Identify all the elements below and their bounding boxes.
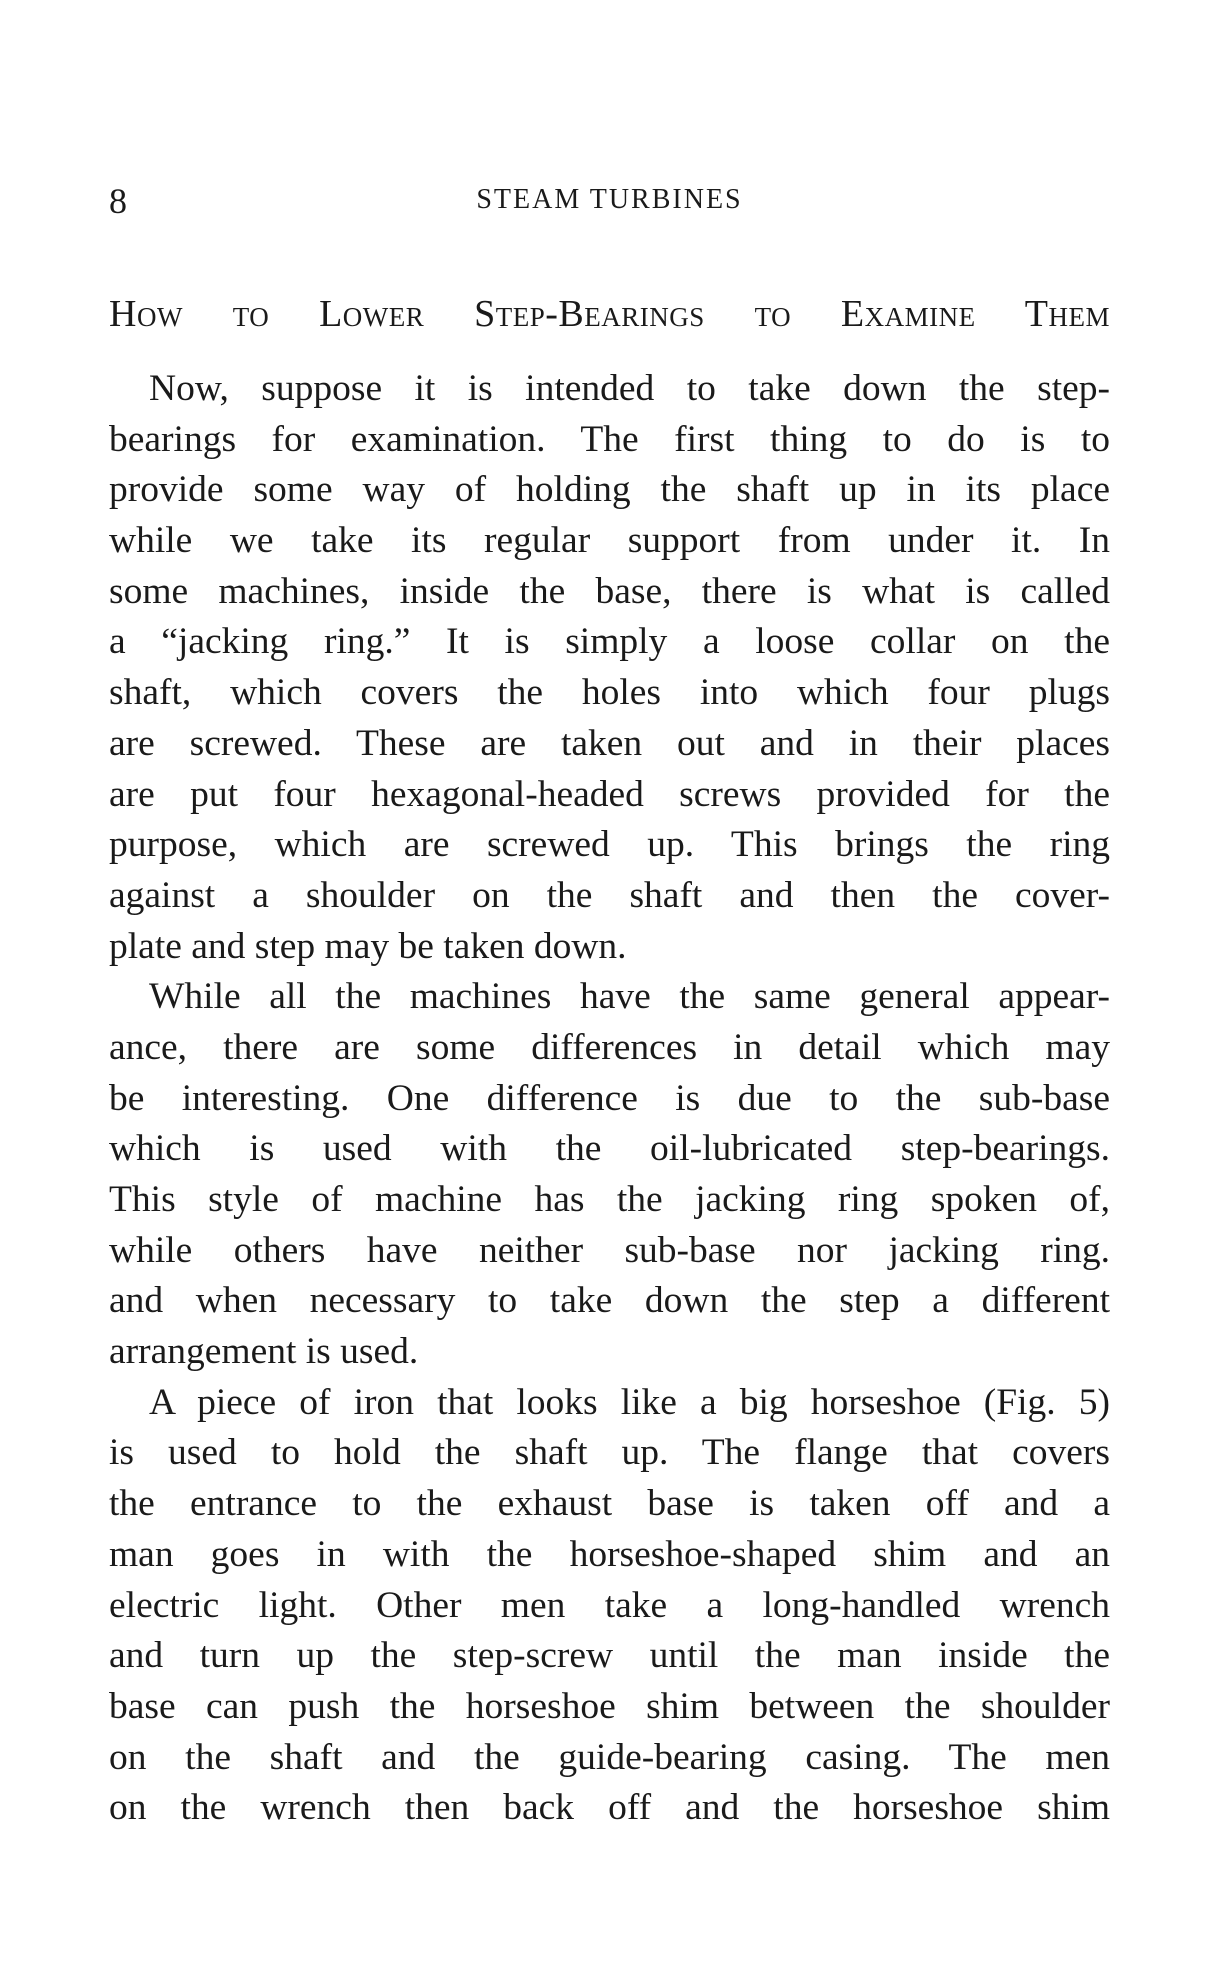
text-line: ance, there are some differences in detail which may (109, 1026, 1110, 1068)
text-line: are screwed. These are taken out and in their places (109, 722, 1110, 764)
paragraph (109, 972, 1110, 1378)
text-line: some machines, inside the base, there is what is called (109, 570, 1110, 612)
text-line: is used to hold the shaft up. The flange that covers (109, 1432, 1110, 1474)
text-line: and turn up the step-screw until the man inside the (109, 1635, 1110, 1677)
body-text (109, 364, 1110, 1834)
text-line: bearings for examination. The first thing to do is to (109, 418, 1110, 460)
text-line: be interesting. One difference is due to the sub-base (109, 1077, 1110, 1119)
text-line: man goes in with the horseshoe-shaped shim and an (109, 1533, 1110, 1575)
text-line: shaft, which covers the holes into which four plugs (109, 672, 1110, 714)
paragraph (109, 364, 1110, 972)
running-title: STEAM TURBINES (476, 184, 743, 215)
text-line: and when necessary to take down the step a different (109, 1280, 1110, 1322)
text-line: A piece of iron that looks like a big horseshoe (Fig. 5) (149, 1381, 1110, 1423)
text-line: which is used with the oil-lubricated step-bearings. (109, 1128, 1110, 1170)
text-line: electric light. Other men take a long-handled wrench (109, 1584, 1110, 1626)
text-line: while others have neither sub-base nor jacking ring. (109, 1229, 1110, 1271)
text-line: While all the machines have the same general appear- (149, 976, 1110, 1018)
text-line: purpose, which are screwed up. This brings the ring (109, 824, 1110, 866)
running-head (109, 180, 1110, 226)
text-line: arrangement is used. (109, 1331, 419, 1373)
text-line: base can push the horseshoe shim between the shoulder (109, 1685, 1110, 1727)
text-line: plate and step may be taken down. (109, 925, 627, 967)
text-line: against a shoulder on the shaft and then the cover- (109, 874, 1110, 916)
text-line: a “jacking ring.” It is simply a loose collar on the (109, 621, 1110, 663)
section-heading: How to Lower Step-Bearings to Examine Them (109, 293, 1110, 335)
text-line: Now, suppose it is intended to take down the step- (149, 368, 1110, 409)
text-line: are put four hexagonal-headed screws provided for the (109, 773, 1110, 815)
text-line: provide some way of holding the shaft up in its place (109, 469, 1110, 511)
paragraph (109, 1378, 1110, 1834)
page-number: 8 (109, 181, 127, 221)
text-line: on the shaft and the guide-bearing casing. The men (109, 1736, 1110, 1778)
text-line: on the wrench then back off and the horseshoe shim (109, 1787, 1110, 1829)
text-line: while we take its regular support from under it. In (109, 520, 1110, 562)
text-line: This style of machine has the jacking ring spoken of, (109, 1179, 1110, 1220)
text-line: the entrance to the exhaust base is taken off and a (109, 1483, 1110, 1525)
